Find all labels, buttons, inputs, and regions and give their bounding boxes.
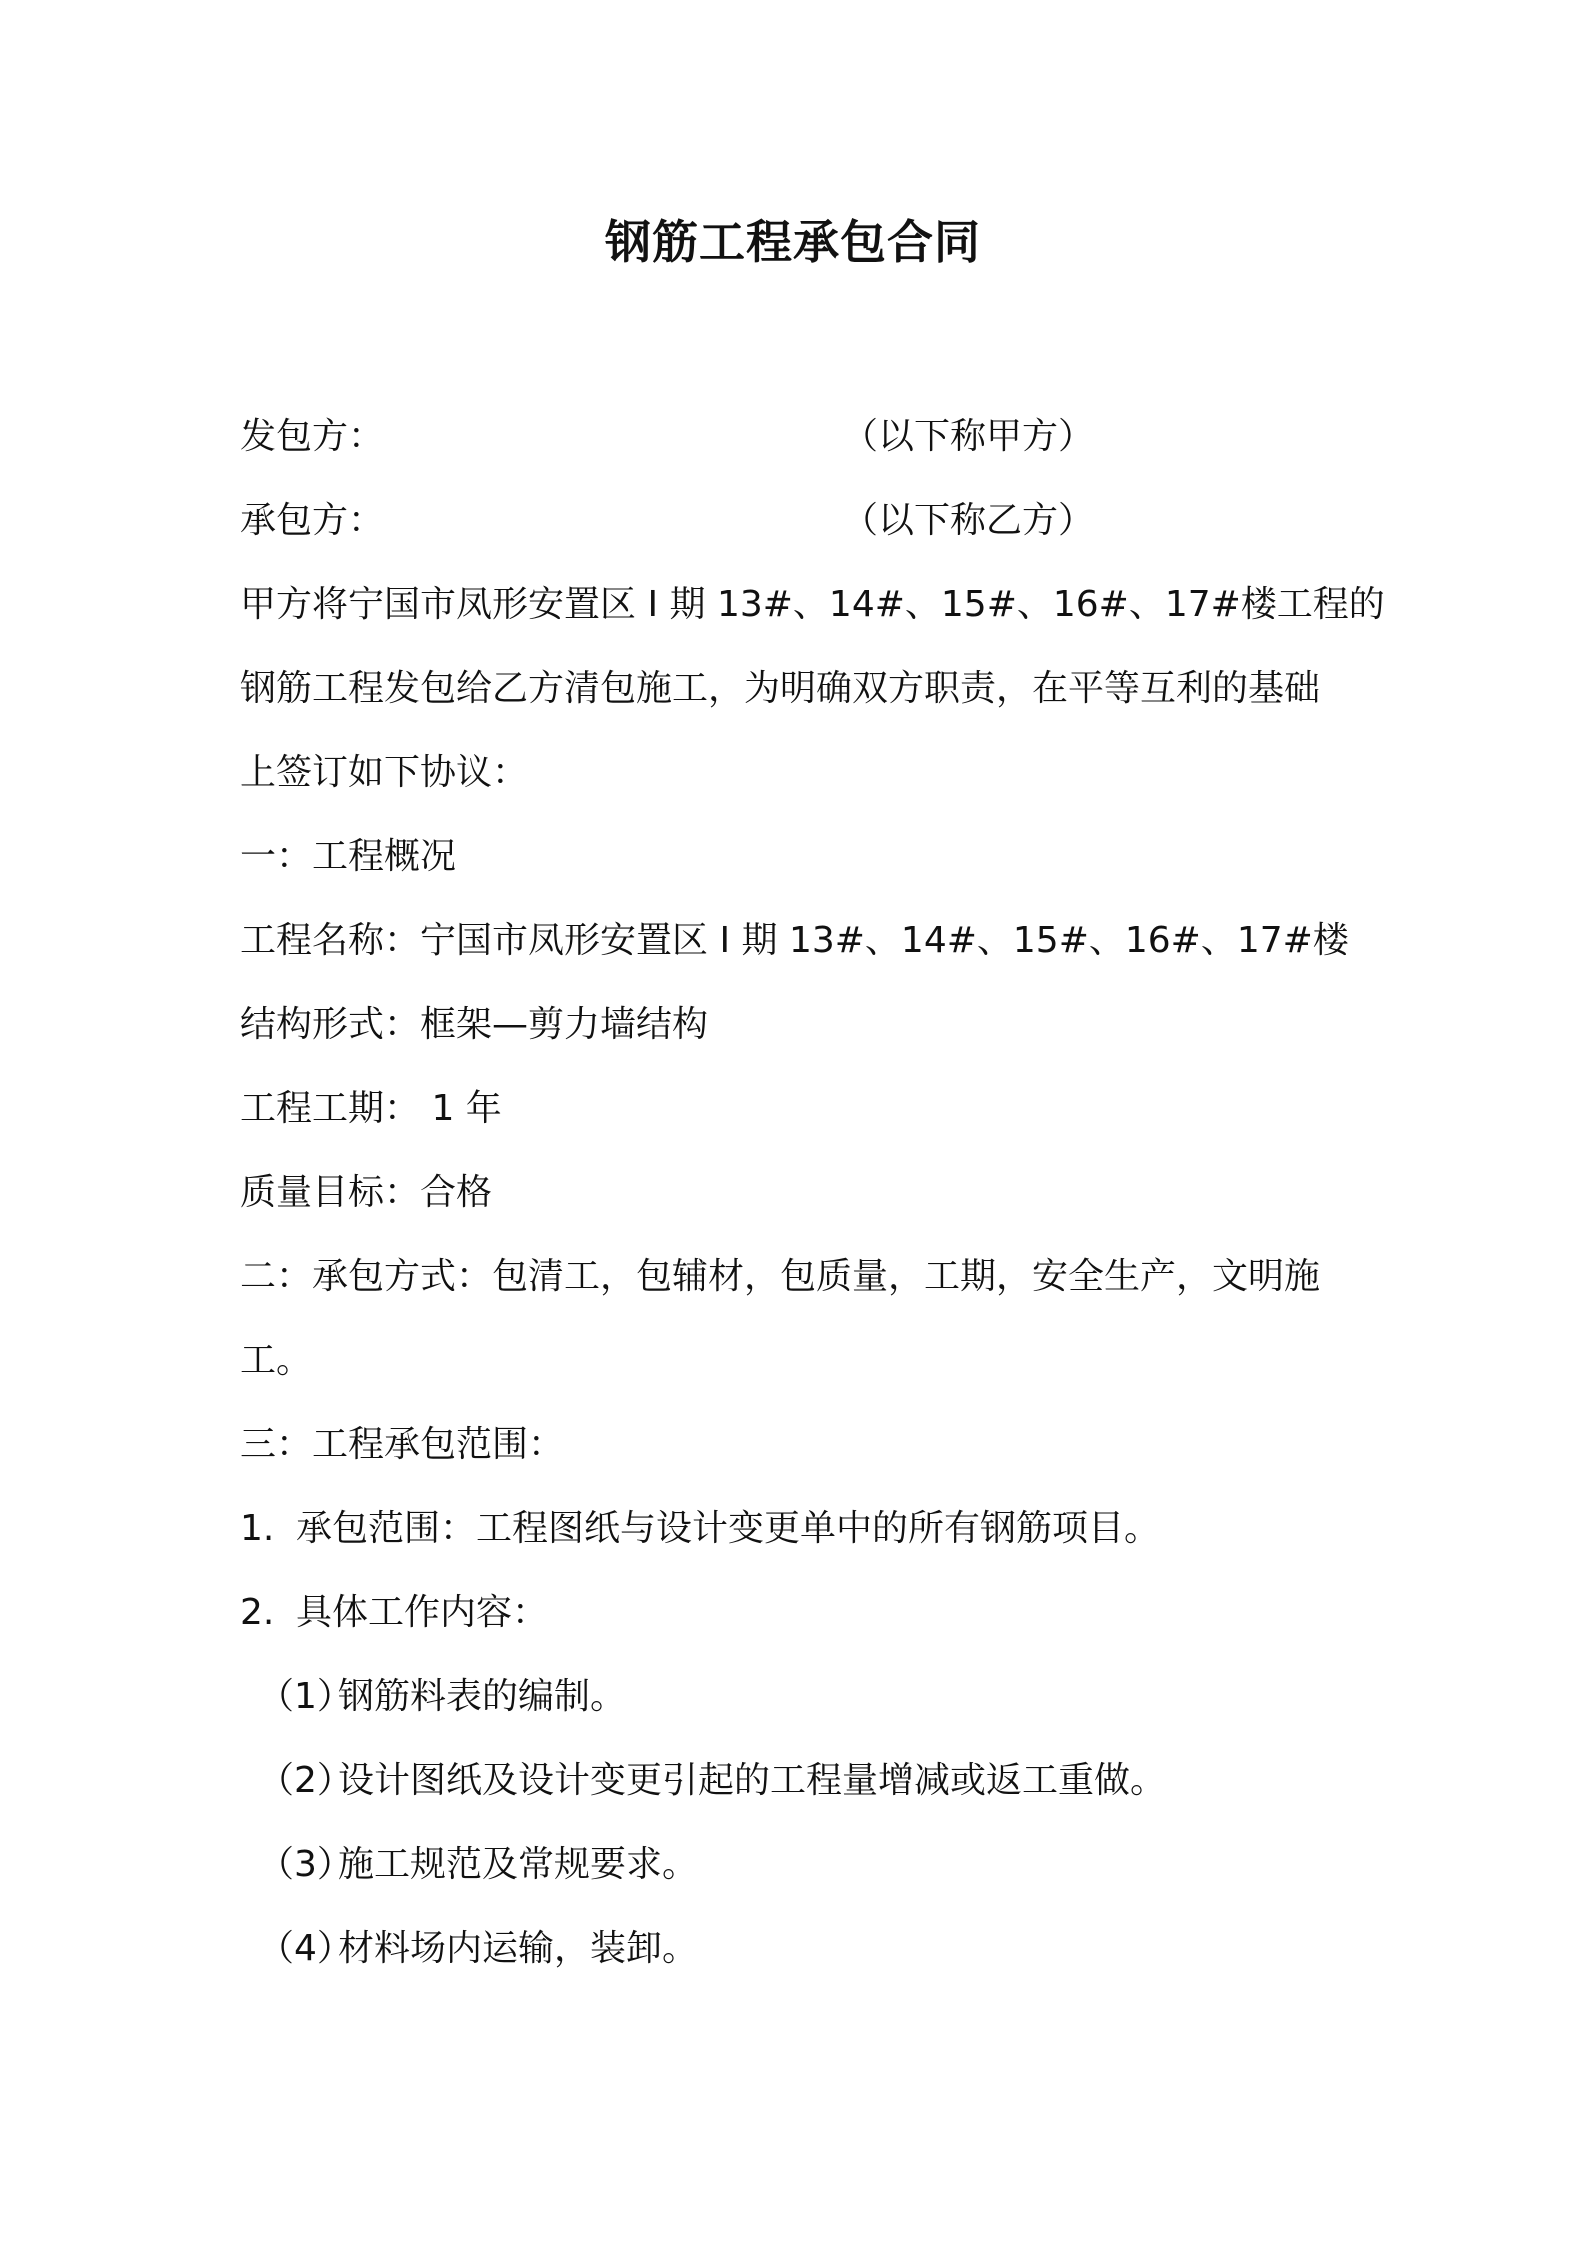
list-number: 2. [240,1592,275,1633]
quality-line: 质量目标：合格 [240,1172,493,1213]
intro-line: 钢筋工程发包给乙方清包施工，为明确双方职责，在平等互利的基础 [240,668,1321,709]
contract-mode-line: 二：承包方式：包清工，包辅材，包质量，工期，安全生产，文明施 [240,1256,1321,1297]
contract-mode-line: 工。 [240,1340,313,1381]
sub-list-item [258,1672,1378,1722]
section-heading: 三：工程承包范围： [240,1424,565,1465]
sub-list-text: 材料场内运输，装卸。 [338,1928,699,1969]
sub-list-item [258,1924,1378,1974]
sub-list-text: 钢筋料表的编制。 [338,1676,627,1717]
list-item [240,1588,1360,1638]
list-item [240,1504,1360,1554]
sub-list-number: （2） [258,1760,353,1801]
sub-list-item [258,1840,1378,1890]
page-title: 钢筋工程承包合同 [605,215,981,269]
list-text: 具体工作内容： [296,1592,549,1633]
sub-list-text: 施工规范及常规要求。 [338,1844,699,1885]
sub-list-number: （4） [258,1928,353,1969]
party-label: 发包方： [240,416,385,457]
party-label: 承包方： [240,500,385,541]
sub-list-number: （1） [258,1676,353,1717]
sub-list-item [258,1756,1378,1806]
duration-line: 工程工期： 1 年 [240,1088,502,1129]
intro-line: 甲方将宁国市凤形安置区 I 期 13#、14#、15#、16#、17#楼工程的 [240,584,1385,625]
sub-list-number: （3） [258,1844,353,1885]
intro-line: 上签订如下协议： [240,752,529,793]
party-note: （以下称甲方） [842,416,1095,457]
section-heading: 一：工程概况 [240,836,457,877]
party-note: （以下称乙方） [842,500,1095,541]
list-number: 1. [240,1508,275,1549]
project-name-line: 工程名称：宁国市凤形安置区 I 期 13#、14#、15#、16#、17#楼 [240,920,1349,961]
list-text: 承包范围：工程图纸与设计变更单中的所有钢筋项目。 [296,1508,1161,1549]
structure-line: 结构形式：框架—剪力墙结构 [240,1004,709,1045]
sub-list-text: 设计图纸及设计变更引起的工程量增减或返工重做。 [338,1760,1167,1801]
